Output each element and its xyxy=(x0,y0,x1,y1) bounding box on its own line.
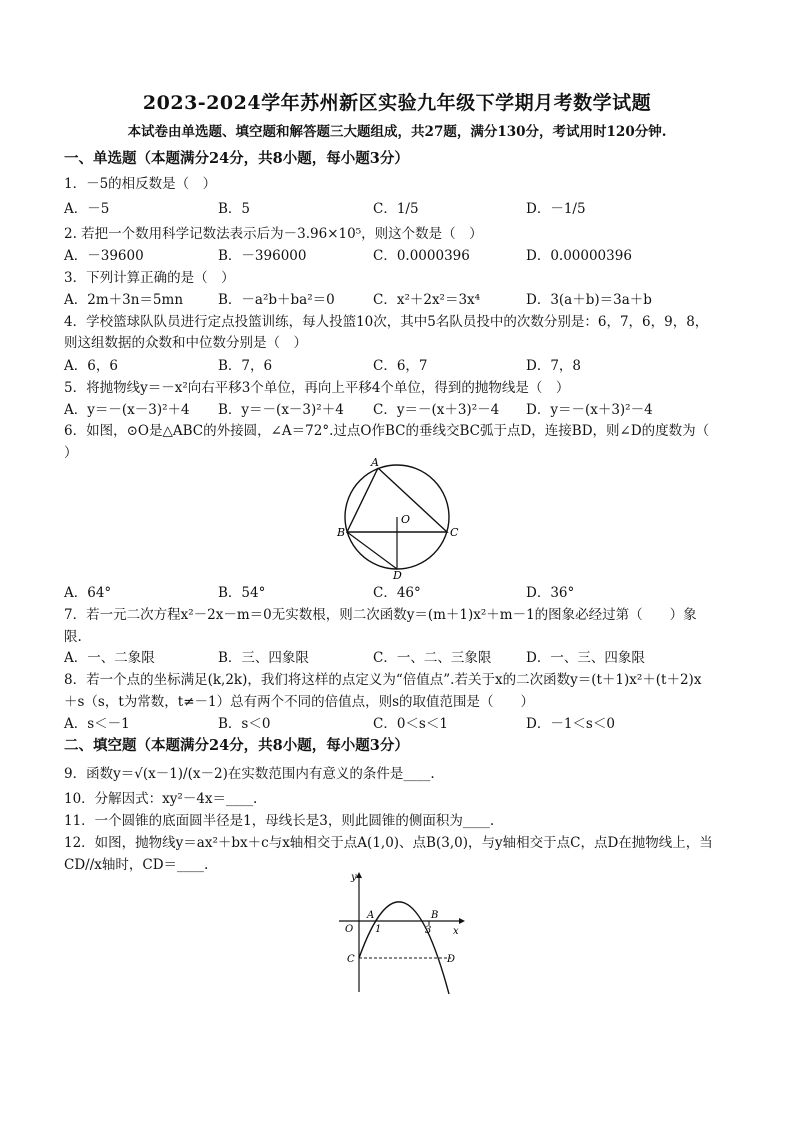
q6-option-c: C．46° xyxy=(373,585,421,601)
question-5-stem: 5．将抛物线y＝－x²向右平移3个单位，再向上平移4个单位，得到的抛物线是（ ） xyxy=(64,380,570,396)
q8-option-b: B．s＜0 xyxy=(218,716,271,732)
label-y: y xyxy=(351,872,357,883)
label-a: A xyxy=(371,456,379,469)
question-10-stem: 10．分解因式：xy²－4x＝____. xyxy=(64,791,258,807)
segment-bd xyxy=(347,532,397,569)
question-8-stem-line1: 8．若一个点的坐标满足(k,2k)，我们将这样的点定义为“倍值点”.若关于x的二次函数y＝(t＋1)x²＋(t＋2)x xyxy=(64,672,702,688)
q4-option-d: D．7，8 xyxy=(526,358,582,374)
q4-option-a: A．6，6 xyxy=(64,358,118,374)
q7-option-a: A．一、二象限 xyxy=(64,650,155,666)
q8-option-a: A．s＜－1 xyxy=(64,716,130,732)
y-axis-arrow-icon xyxy=(356,872,362,878)
q7-option-b: B．三、四象限 xyxy=(218,650,309,666)
question-8-stem-line2: ＋s（s，t为常数，t≠－1）总有两个不同的倍值点，则s的取值范围是（ ） xyxy=(64,694,535,710)
label-c: C xyxy=(450,526,459,539)
label-b: B xyxy=(337,526,346,539)
question-12-stem-line2: CD//x轴时，CD＝____. xyxy=(64,857,209,873)
q4-option-c: C．6，7 xyxy=(373,358,428,374)
label-c: C xyxy=(347,954,355,965)
question-2-stem: 2. 若把一个数用科学记数法表示后为－3.96×10⁵，则这个数是（ ） xyxy=(64,226,483,242)
label-d: D xyxy=(447,954,456,965)
q8-option-d: D．－1＜s＜0 xyxy=(526,716,615,732)
q3-option-d: D．3(a＋b)＝3a＋b xyxy=(526,292,652,308)
q1-option-d: D．－1/5 xyxy=(526,201,586,217)
q6-option-d: D．36° xyxy=(526,585,575,601)
q6-option-a: A．64° xyxy=(64,585,112,601)
question-6-stem-line2: ） xyxy=(64,445,78,461)
question-9-stem: 9．函数y＝√(x－1)/(x－2)在实数范围内有意义的条件是____. xyxy=(64,766,435,782)
section-heading-single-choice: 一、单选题（本题满分24分，共8小题，每小题3分） xyxy=(64,150,409,167)
question-11-stem: 11．一个圆锥的底面圆半径是1，母线长是3，则此圆锥的侧面积为____. xyxy=(64,813,495,829)
q3-option-a: A．2m＋3n＝5mn xyxy=(64,292,184,308)
label-o: O xyxy=(345,924,354,935)
q1-option-b: B．5 xyxy=(218,201,251,217)
question-6-stem-line1: 6．如图，⊙O是△ABC的外接圆，∠A＝72°.过点O作BC的垂线交BC弧于点D，连接BD，则∠D的度数为（ xyxy=(64,423,710,439)
q5-option-c: C．y＝－(x＋3)²－4 xyxy=(373,402,500,418)
q7-option-c: C．一、二、三象限 xyxy=(373,650,492,666)
question-7-stem-line2: 限. xyxy=(64,629,82,645)
q5-option-b: B．y＝－(x－3)²＋4 xyxy=(218,402,344,418)
q5-option-a: A．y＝－(x－3)²＋4 xyxy=(64,402,190,418)
question-4-stem-line1: 4．学校篮球队队员进行定点投篮训练，每人投篮10次，其中5名队员投中的次数分别是：6，7，6，9，8， xyxy=(64,314,709,330)
q1-option-a: A．－5 xyxy=(64,201,110,217)
q1-option-c: C．1/5 xyxy=(373,201,419,217)
q8-option-c: C．0＜s＜1 xyxy=(373,716,448,732)
label-d: D xyxy=(393,569,402,580)
section-heading-fill-in: 二、填空题（本题满分24分，共8小题，每小题3分） xyxy=(64,737,409,754)
label-one: 1 xyxy=(375,924,382,935)
q2-option-d: D．0.00000396 xyxy=(526,248,632,264)
circle-triangle-figure xyxy=(335,455,465,580)
question-7-stem-line1: 7．若一元二次方程x²－2x－m＝0无实数根，则二次函数y＝(m＋1)x²＋m－1的图象必经过第（ ）象 xyxy=(64,607,697,623)
label-three: 3 xyxy=(425,925,432,936)
q2-option-c: C．0.0000396 xyxy=(373,248,470,264)
parabola-figure xyxy=(335,870,465,998)
exam-instructions: 本试卷由单选题、填空题和解答题三大题组成，共27题，满分130分，考试用时120分钟. xyxy=(127,124,667,140)
q2-option-b: B．－396000 xyxy=(218,248,307,264)
question-12-stem-line1: 12．如图，抛物线y＝ax²＋bx＋c与x轴相交于点A(1,0)、点B(3,0)，与y轴相交于点C，点D在抛物线上，当 xyxy=(64,835,713,851)
q2-option-a: A．－39600 xyxy=(64,248,144,264)
question-1-stem: 1．－5的相反数是（ ） xyxy=(64,176,217,192)
q3-option-b: B．－a²b＋ba²＝0 xyxy=(218,292,335,308)
label-o: O xyxy=(401,513,411,526)
label-a: A xyxy=(367,910,375,921)
question-4-stem-line2: 则这组数据的众数和中位数分别是（ ） xyxy=(64,335,307,351)
page-title: 2023-2024学年苏州新区实验九年级下学期月考数学试题 xyxy=(142,92,652,114)
q4-option-b: B．7，6 xyxy=(218,358,273,374)
q7-option-d: D．一、三、四象限 xyxy=(526,650,645,666)
q5-option-d: D．y＝－(x＋3)²－4 xyxy=(526,402,653,418)
x-axis-arrow-icon xyxy=(459,918,465,924)
question-3-stem: 3．下列计算正确的是（ ） xyxy=(64,270,235,286)
label-b: B xyxy=(431,910,439,921)
label-x: x xyxy=(453,926,459,937)
q6-option-b: B．54° xyxy=(218,585,266,601)
q3-option-c: C．x²＋2x²＝3x⁴ xyxy=(373,292,481,308)
